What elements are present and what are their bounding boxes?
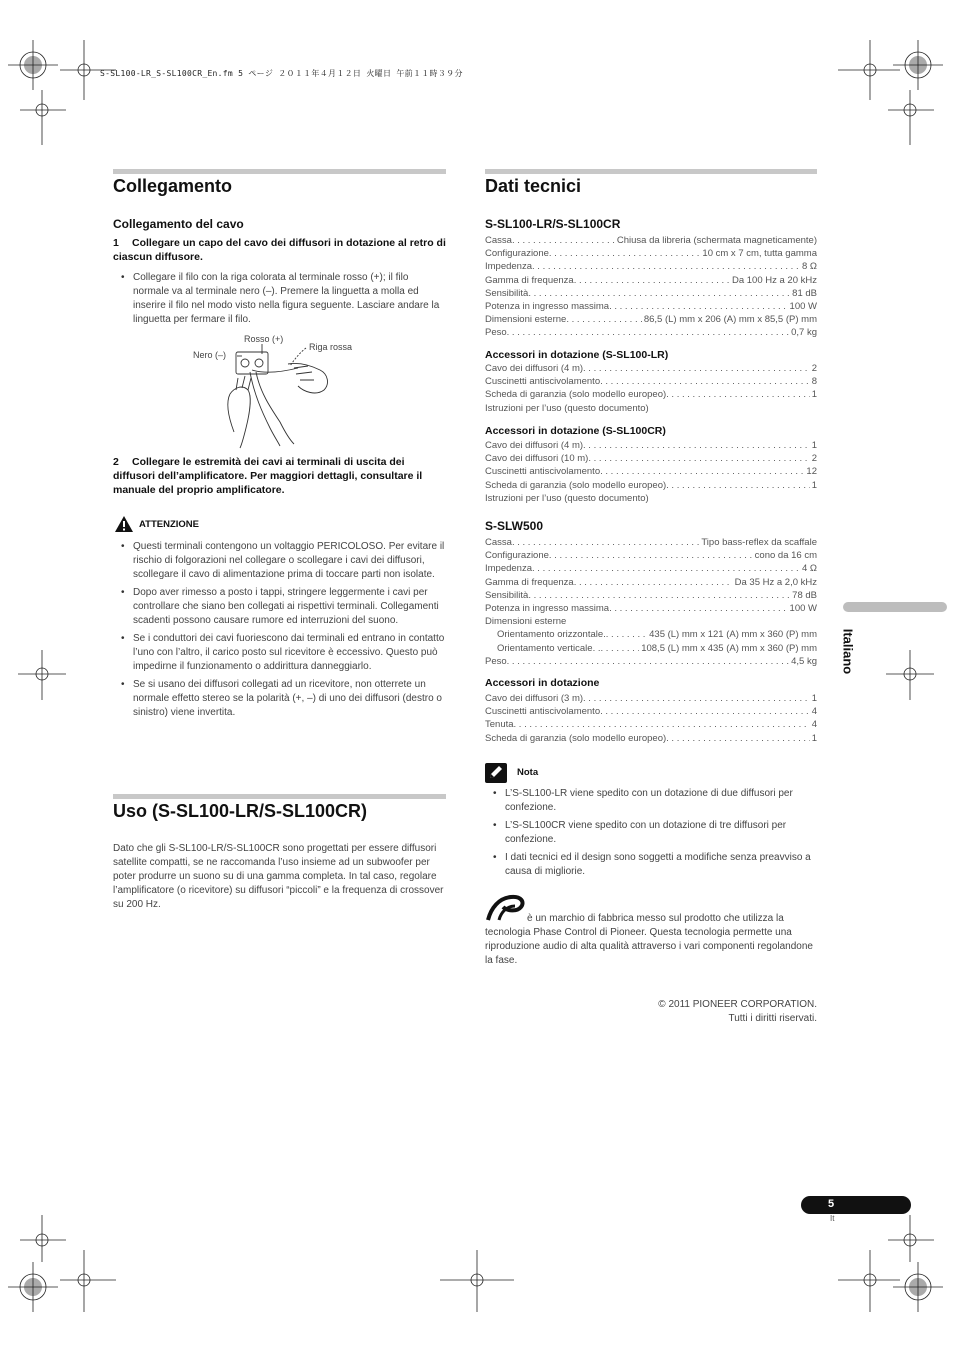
spec-row xyxy=(485,492,817,505)
spec-row xyxy=(485,300,817,313)
list-item: • Se si usano dei diffusori collegati ad un ricevitore, non otterrete un normale effetto stereo se la polarità (+, –) di uno dei diffusori (destro o sinistro) viene invertita. xyxy=(113,678,446,720)
dot-leader xyxy=(666,388,810,401)
list-item: • Se i conduttori dei cavi fuoriescono dai terminali ed entrano in contatto l’uno con l’altro, il carico posto sul ricevitore è eccessivo. Questo può impedirne il funzionamento o addirittura danneggiarlo. xyxy=(113,632,446,674)
dot-leader xyxy=(588,452,809,465)
copyright-line: Tutti i diritti riservati. xyxy=(728,1013,817,1024)
spec-row xyxy=(485,452,817,465)
side-tab-bar xyxy=(843,602,947,612)
note-bullets xyxy=(485,787,817,883)
spec-value: 435 (L) mm x 121 (A) mm x 360 (P) mm xyxy=(649,629,817,641)
dot-leader xyxy=(566,313,642,326)
spec-label: Gamma di frequenza xyxy=(485,576,574,588)
spec-row xyxy=(485,260,817,273)
step-1 xyxy=(113,236,446,264)
dot-leader xyxy=(600,375,810,388)
spec-label: Dimensioni esterne xyxy=(485,314,567,326)
section-title-uso: Uso (S-SL100-LR/S-SL100CR) xyxy=(113,801,368,821)
spec-value: 1 xyxy=(811,389,817,401)
step-text: Collegare le estremità dei cavi ai terminali di uscita dei diffusori dell’amplificatore. Per maggiori dettagli, consultare il manuale del proprio amplificatore. xyxy=(113,456,423,496)
spec-value: Da 35 Hz a 2,0 kHz xyxy=(734,576,817,588)
dot-leader xyxy=(574,274,730,287)
spec-label: Peso xyxy=(485,327,507,339)
spec-label: Potenza in ingresso massima xyxy=(485,301,610,313)
page-number-badge xyxy=(801,1196,911,1214)
spec-label: Orientamento orizzontale. xyxy=(497,629,606,641)
step-2 xyxy=(113,455,446,497)
accessories-lr xyxy=(485,362,817,415)
section-title-collegamento: Collegamento xyxy=(113,176,233,196)
model-title: S-SLW500 xyxy=(485,519,544,533)
language-tab xyxy=(840,620,873,690)
spec-value: 2 xyxy=(811,363,817,374)
caution-title: ATTENZIONE xyxy=(139,519,199,530)
dot-leader xyxy=(528,287,790,300)
warning-icon xyxy=(114,515,134,533)
spec-value: 10 cm x 7 cm, tutta gamma xyxy=(702,248,817,260)
spec-label: Tenuta xyxy=(485,719,514,731)
label-black: Nero (–) xyxy=(193,350,227,360)
accessories-title: Accessori in dotazione (S-SL100CR) xyxy=(485,425,666,437)
spec-row xyxy=(485,388,817,401)
subsection-title: Collegamento del cavo xyxy=(113,217,244,231)
spec-label: Cuscinetti antiscivolamento xyxy=(485,466,601,478)
dot-leader xyxy=(583,439,810,452)
spec-label: Sensibilità xyxy=(485,589,529,601)
copyright xyxy=(658,998,817,1026)
spec-value: 4 xyxy=(811,719,817,731)
dot-leader xyxy=(528,589,790,602)
dot-leader xyxy=(600,465,804,478)
spec-row xyxy=(485,718,817,731)
terminal-illustration xyxy=(190,332,370,450)
spec-row xyxy=(485,287,817,300)
step-text: Collegare un capo del cavo dei diffusori in dotazione al retro di ciascun diffusore. xyxy=(113,237,446,263)
dot-leader xyxy=(532,260,800,273)
dot-leader xyxy=(532,562,800,575)
phase-control-text: è un marchio di fabbrica messo sul prodotto che utilizza la tecnologia Phase Control di Pioneer. Questa tecnologia permette una riproduzione audio di alta qualità attraverso i vari componenti regolandone la fase. xyxy=(485,913,813,966)
spec-row xyxy=(485,549,817,562)
spec-row xyxy=(485,589,817,602)
spec-row xyxy=(485,615,817,628)
model-title: S-SL100-LR/S-SL100CR xyxy=(485,217,621,231)
spec-value: cono da 16 cm xyxy=(754,550,817,562)
spec-row xyxy=(485,602,817,615)
note-title: Nota xyxy=(517,767,539,778)
spec-row xyxy=(485,465,817,478)
spec-row xyxy=(485,326,817,339)
spec-label: Istruzioni per l’uso (questo documento) xyxy=(485,492,649,504)
step1-bullets xyxy=(113,271,446,331)
dot-leader xyxy=(609,300,787,313)
dot-leader xyxy=(549,247,701,260)
spec-row xyxy=(485,274,817,287)
dot-leader xyxy=(512,234,615,247)
step-number: 1 xyxy=(113,237,119,249)
step-number: 2 xyxy=(113,456,119,468)
list-item: • Dopo aver rimesso a posto i tappi, stringere leggermente i cavi per controllare che siano ben collegati ai rispettivi terminali. Collegamenti scadenti possono causare rumore ed interruzioni del suono. xyxy=(113,586,446,628)
spec-row xyxy=(485,562,817,575)
spec-label: Dimensioni esterne xyxy=(485,616,567,628)
copyright-line: © 2011 PIONEER CORPORATION. xyxy=(658,999,817,1010)
spec-label: Istruzioni per l’uso (questo documento) xyxy=(485,402,649,414)
connection-figure xyxy=(190,332,370,450)
dot-leader xyxy=(600,705,810,718)
spec-value: 4,5 kg xyxy=(791,655,817,667)
spec-label: Cassa xyxy=(485,537,512,548)
dot-leader xyxy=(601,642,640,655)
spec-value: 108,5 (L) mm x 435 (A) mm x 360 (P) mm xyxy=(641,642,817,654)
spec-label: Cuscinetti antiscivolamento xyxy=(485,376,601,388)
spec-table-model2 xyxy=(485,536,817,668)
spec-value: 4 Ω xyxy=(801,563,817,575)
spec-table-model1 xyxy=(485,234,817,340)
section-rule xyxy=(485,169,817,174)
uso-paragraph: Dato che gli S-SL100-LR/S-SL100CR sono progettati per essere diffusori satellite compatti, se ne raccomanda l’uso insieme ad un subwoofer per poter produrre un suono su di una gamma completa. In tal caso, regolare l’amplificatore (o ricevitore) su diffusori “piccoli” e la frequenza di crossover su 200 Hz. xyxy=(113,843,444,910)
accessories-w xyxy=(485,692,817,745)
spec-label: Potenza in ingresso massima xyxy=(485,603,610,615)
spec-value: 12 xyxy=(806,466,817,478)
spec-label: Impedenza xyxy=(485,261,533,273)
spec-value: 8 xyxy=(811,376,817,388)
spec-value: 0,7 kg xyxy=(791,327,817,339)
spec-value: 4 xyxy=(811,706,817,718)
spec-label: Cuscinetti antiscivolamento xyxy=(485,706,601,718)
spec-row xyxy=(485,705,817,718)
spec-label: Sensibilità xyxy=(485,287,529,299)
spec-row xyxy=(485,439,817,452)
spec-row xyxy=(485,375,817,388)
spec-value: 86,5 (L) mm x 206 (A) mm x 85,5 (P) mm xyxy=(643,314,817,326)
spec-value: 1 xyxy=(811,479,817,491)
spec-label: Cavo dei diffusori (3 m) xyxy=(485,693,584,704)
dot-leader xyxy=(512,536,699,549)
accessories-cr xyxy=(485,439,817,505)
caution-bullets xyxy=(113,540,446,724)
spec-label: Impedenza xyxy=(485,563,533,575)
dot-leader xyxy=(507,326,789,339)
spec-row xyxy=(485,247,817,260)
section-rule xyxy=(113,794,446,799)
list-item: • I dati tecnici ed il design sono soggetti a modifiche senza preavviso a causa di migliorie. xyxy=(485,851,817,879)
spec-row xyxy=(485,642,817,655)
spec-row xyxy=(485,692,817,705)
spec-value: 81 dB xyxy=(792,287,817,299)
note-icon xyxy=(485,763,507,783)
spec-label: Cassa xyxy=(485,235,512,246)
list-item: • Collegare il filo con la riga colorata al terminale rosso (+); il filo normale va al terminale nero (–). Premere la linguetta a molla ed inserire il filo nel modo visto nella figura seguente. Lasciare andare la linguetta per fermare il filo. xyxy=(113,271,446,327)
spec-label: Cavo dei diffusori (10 m) xyxy=(485,453,589,465)
dot-leader xyxy=(609,602,787,615)
spec-row xyxy=(485,655,817,668)
file-header: S-SL100-LR_S-SL100CR_En.fm 5 ページ ２０１１年４月１２日 火曜日 午前１１時３９分 xyxy=(100,69,463,78)
dot-leader xyxy=(514,718,810,731)
spec-label: Scheda di garanzia (solo modello europeo) xyxy=(485,389,667,401)
page-language-code: It xyxy=(830,1214,835,1223)
dot-leader xyxy=(583,362,810,375)
spec-row xyxy=(485,313,817,326)
dot-leader xyxy=(574,576,733,589)
spec-value: Chiusa da libreria (schermata magneticamente) xyxy=(616,235,817,246)
spec-row xyxy=(485,402,817,415)
section-title-dati: Dati tecnici xyxy=(485,176,582,196)
spec-row xyxy=(485,536,817,549)
spec-value: 100 W xyxy=(789,603,817,615)
label-stripe: Riga rossa xyxy=(309,342,353,352)
spec-value: 8 Ω xyxy=(801,261,817,273)
dot-leader xyxy=(549,549,753,562)
spec-label: Gamma di frequenza xyxy=(485,274,574,286)
spec-row xyxy=(485,576,817,589)
dot-leader xyxy=(583,692,810,705)
spec-row xyxy=(485,479,817,492)
spec-label: Scheda di garanzia (solo modello europeo) xyxy=(485,479,667,491)
spec-label: Scheda di garanzia (solo modello europeo) xyxy=(485,732,667,744)
spec-value: 1 xyxy=(811,440,817,451)
spec-row xyxy=(485,362,817,375)
accessories-title: Accessori in dotazione (S-SL100-LR) xyxy=(485,349,669,361)
spec-label: Cavo dei diffusori (4 m) xyxy=(485,440,584,451)
page-number: 5 xyxy=(828,1198,835,1210)
dot-leader xyxy=(666,479,810,492)
spec-row xyxy=(485,732,817,745)
language-label: Italiano xyxy=(840,628,856,675)
dot-leader xyxy=(666,732,810,745)
list-item: • L’S-SL100-LR viene spedito con un dotazione di due diffusori per confezione. xyxy=(485,787,817,815)
spec-value: 78 dB xyxy=(792,589,817,601)
spec-value: 2 xyxy=(811,453,817,465)
spec-label: Configurazione xyxy=(485,248,549,260)
dot-leader xyxy=(507,655,789,668)
dot-leader xyxy=(606,628,647,641)
spec-value: 1 xyxy=(811,732,817,744)
spec-label: Cavo dei diffusori (4 m) xyxy=(485,363,584,374)
label-red: Rosso (+) xyxy=(244,334,284,344)
spec-value: 100 W xyxy=(789,301,817,313)
list-item: • L’S-SL100CR viene spedito con un dotazione di tre diffusori per confezione. xyxy=(485,819,817,847)
spec-value: Da 100 Hz a 20 kHz xyxy=(731,274,817,286)
spec-value: 1 xyxy=(811,693,817,704)
spec-label: Peso xyxy=(485,655,507,667)
list-item: • Questi terminali contengono un voltaggio PERICOLOSO. Per evitare il rischio di folgorazioni nel collegare o scollegare i cavi dei diffusori, scollegare il cavo di alimentazione prima di toccare parti non isolate. xyxy=(113,540,446,582)
spec-row xyxy=(485,628,817,641)
spec-label: Orientamento verticale. . xyxy=(497,642,601,654)
spec-label: Configurazione xyxy=(485,550,549,562)
spec-row xyxy=(485,234,817,247)
section-rule xyxy=(113,169,446,174)
accessories-title: Accessori in dotazione xyxy=(485,677,600,689)
spec-value: Tipo bass-reflex da scaffale xyxy=(701,537,817,548)
